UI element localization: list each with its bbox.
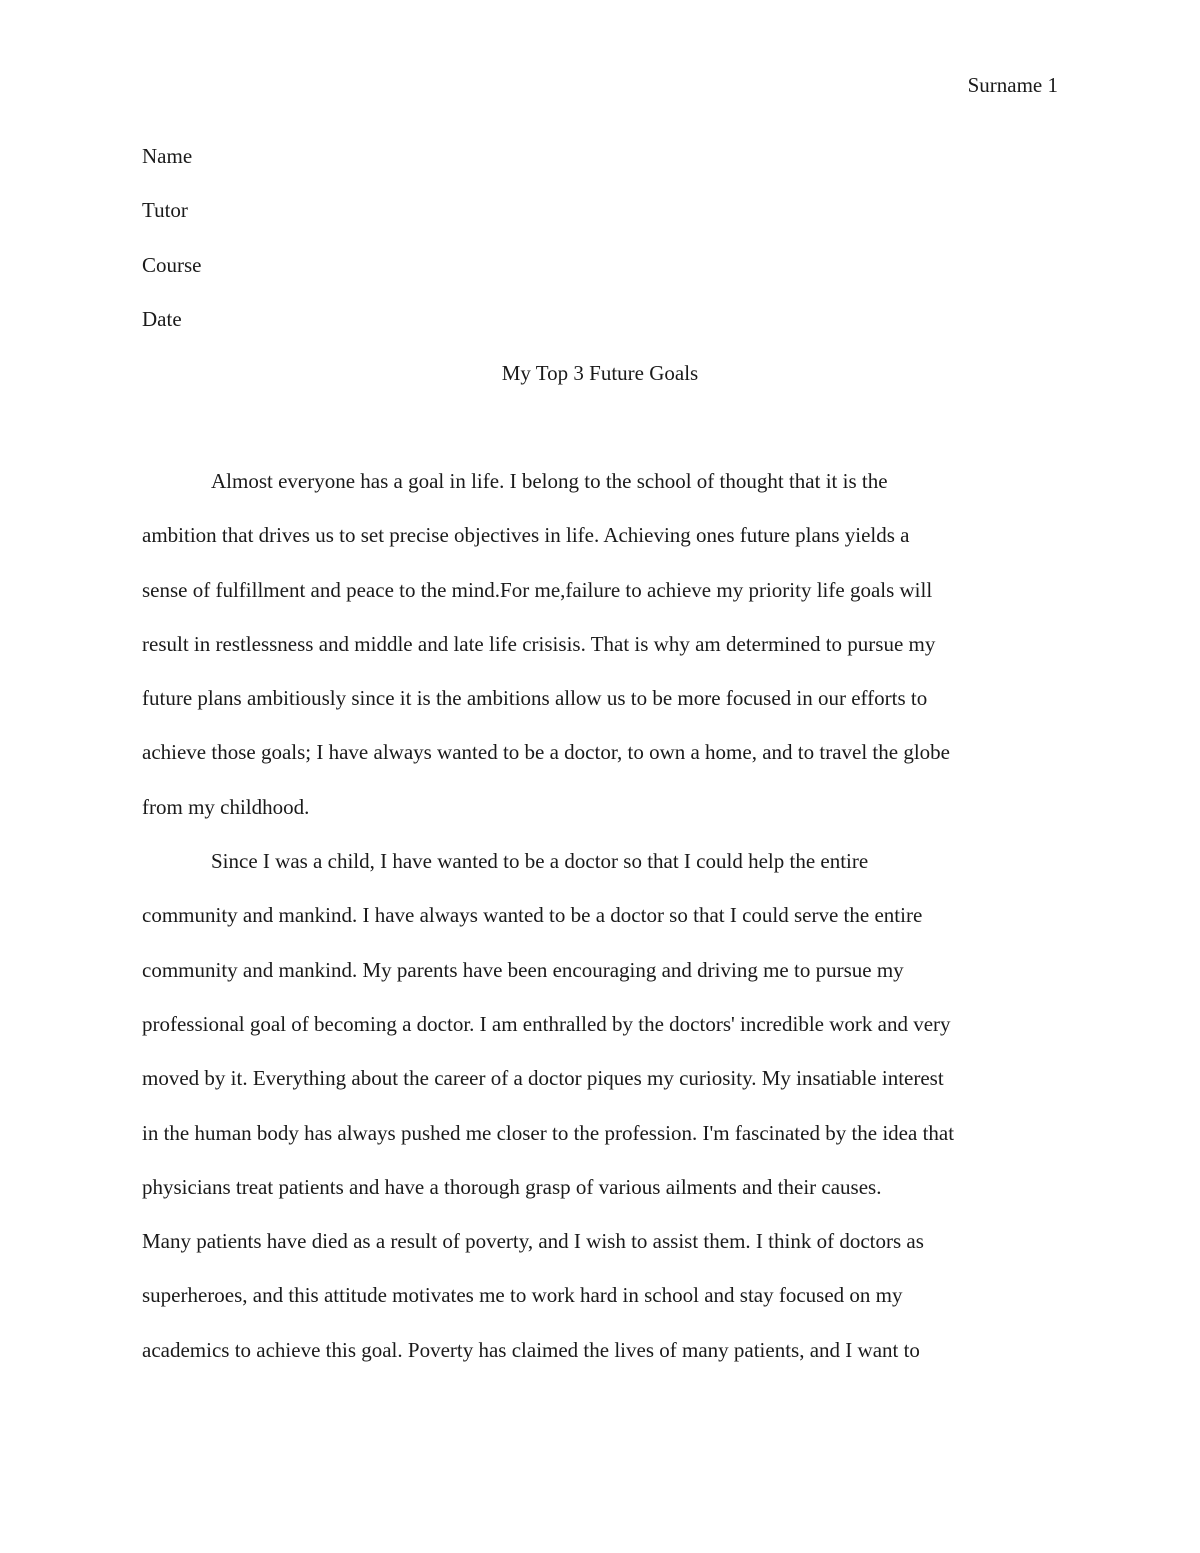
running-head: Surname 1	[967, 73, 1058, 97]
text-line: professional goal of becoming a doctor. I am enthralled by the doctors' incredible work and very	[142, 1011, 951, 1036]
essay-title: My Top 3 Future Goals	[501, 361, 699, 385]
heading-block	[142, 129, 1058, 346]
tutor-name: Tutor	[142, 198, 188, 223]
essay-body	[142, 454, 1058, 1377]
date: Date	[142, 306, 182, 331]
text-line: physicians treat patients and have a thorough grasp of various ailments and their causes.	[142, 1174, 882, 1199]
text-line: Almost everyone has a goal in life. I belong to the school of thought that it is the	[211, 469, 888, 493]
student-name: Name	[142, 144, 193, 168]
course-name: Course	[142, 252, 202, 277]
text-line: sense of fulfillment and peace to the mind.For me,failure to achieve my priority life goals will	[142, 577, 933, 602]
text-line: ambition that drives us to set precise objectives in life. Achieving ones future plans yields a	[142, 523, 910, 548]
text-line: future plans ambitiously since it is the ambitions allow us to be more focused in our efforts to	[142, 686, 928, 711]
text-line: superheroes, and this attitude motivates me to work hard in school and stay focused on my	[142, 1283, 903, 1308]
text-line: result in restlessness and middle and late life crisisis. That is why am determined to pursue my	[142, 631, 936, 656]
text-line: community and mankind. I have always wanted to be a doctor so that I could serve the entire	[142, 903, 923, 928]
text-line: moved by it. Everything about the career of a doctor piques my curiosity. My insatiable interest	[142, 1066, 944, 1091]
text-line: in the human body has always pushed me closer to the profession. I'm fascinated by the idea that	[142, 1120, 955, 1145]
text-line: community and mankind. My parents have been encouraging and driving me to pursue my	[142, 957, 904, 982]
text-line: achieve those goals; I have always wanted to be a doctor, to own a home, and to travel the globe	[142, 740, 950, 765]
text-line: academics to achieve this goal. Poverty has claimed the lives of many patients, and I want to	[142, 1337, 920, 1362]
text-line: Many patients have died as a result of poverty, and I wish to assist them. I think of doctors as	[142, 1229, 924, 1254]
text-line: Since I was a child, I have wanted to be a doctor so that I could help the entire	[211, 849, 869, 874]
text-line: from my childhood.	[142, 794, 310, 819]
